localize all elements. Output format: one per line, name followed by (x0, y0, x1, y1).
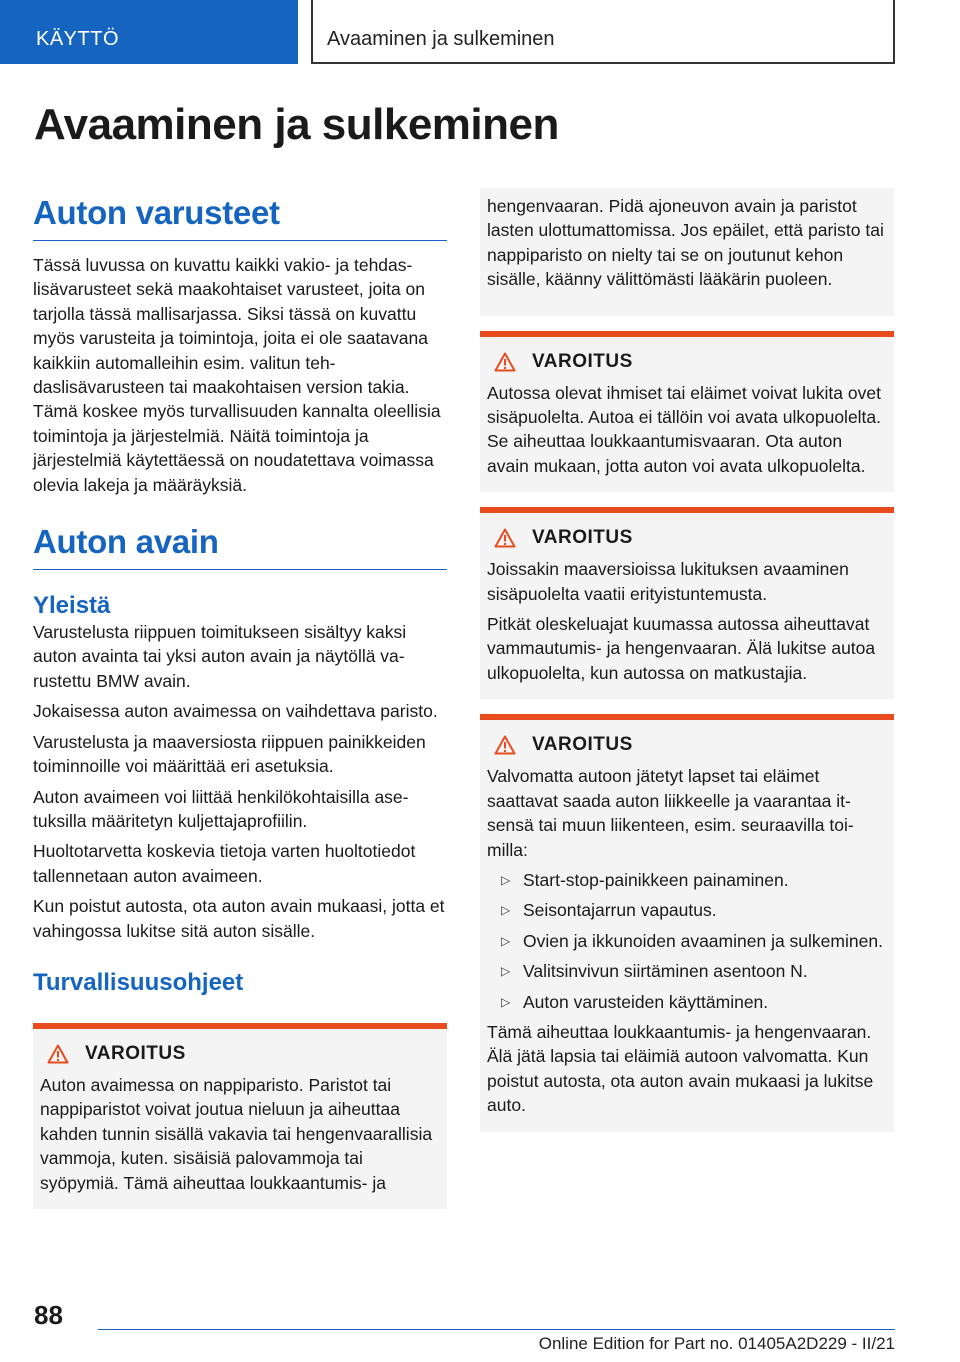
footer-edition: Online Edition for Part no. 01405A2D229 - II/21 (538, 1334, 895, 1353)
list-item: ▷ Ovien ja ikkunoiden avaaminen ja sulkeminen. (487, 929, 886, 953)
warning-label: VAROITUS (532, 734, 633, 756)
footer-divider (98, 1329, 895, 1330)
heading-auton-varusteet: Auton varusteet (33, 188, 447, 241)
triangle-right-icon: ▷ (501, 872, 511, 887)
warning-outro: Tämä aiheuttaa loukkaantumis- ja hengenvaaran. Älä jätä lapsia tai eläimiä autoon valvomatta. Kun poistut autosta, ota auton avain mukaasi ja lukitse auto. (487, 1021, 874, 1116)
header-chapter-title: Avaaminen ja sulkeminen (311, 0, 895, 64)
warning-triangle-icon (494, 735, 516, 755)
heading-turvallisuusohjeet: Turvallisuusohjeet (33, 968, 244, 996)
list-item: ▷ Valitsinvivun siirtäminen asentoon N. (487, 959, 886, 983)
warning-text-1: Joissakin maaversioissa lukituksen avaaminen sisäpuolelta vaatii erityistuntemusta. (487, 559, 849, 604)
right-column (480, 188, 894, 1132)
paragraph-general-5: Huoltotarvetta koskevia tietoja varten huoltotiedot tallennetaan auton avaimeen. (33, 841, 416, 886)
warning-label: VAROITUS (85, 1042, 186, 1064)
triangle-right-icon: ▷ (501, 903, 511, 918)
warning-box-3 (480, 507, 894, 699)
page-number: 88 (34, 1300, 63, 1330)
warning-intro: Valvomatta autoon jätetyt lapset tai eläimet saattavat saada auton liikkeelle ja vaarantaa itsensä tai muun liikenteen, esim. seuraavilla toimilla: (487, 766, 854, 860)
triangle-right-icon: ▷ (501, 994, 511, 1009)
warning-box-4 (480, 714, 894, 1131)
heading-yleista: Yleistä (33, 592, 111, 620)
header-section-label: KÄYTTÖ (0, 0, 298, 64)
triangle-right-icon: ▷ (501, 964, 511, 979)
list-item: ▷ Seisontajarrun vapautus. (487, 898, 886, 922)
warning-text-continued: hengenvaaran. Pidä ajoneuvon avain ja paristot lasten ulottumattomissa. Jos epäilet, että paristo tai nappiparisto on nielty tai se on joutunut kehon sisälle, käänny välittömästi lääkärin puoleen. (487, 196, 884, 290)
paragraph-general-4: Auton avaimeen voi liittää henkilökohtaisilla asetuksilla määritetyn kuljettajaprofiilin. (33, 786, 409, 831)
paragraph-general-3: Varustelusta ja maaversiosta riippuen painikkeiden toiminnoille voi määrittää eri asetuksia. (33, 731, 426, 777)
left-column (33, 188, 447, 1209)
heading-auton-avain: Auton avain (33, 517, 447, 570)
paragraph-general-6: Kun poistut autosta, ota auton avain mukaasi, jotta et vahingossa lukitse sitä auton sisälle. (33, 896, 445, 941)
warning-label: VAROITUS (532, 350, 633, 372)
paragraph-equipment: Tässä luvussa on kuvattu kaikki vakio- ja tehdaslisävarusteet sekä maakohtaiset varusteet, joita on tarjolla tässä mallisarjassa. Siksi tässä on kuvattu myös varusteita ja toimintoja, joita ei ole saatavana kaikkiin automalleihin esim. valitun tehdaslisävarusteen tai maakohtaisen version takia. Tämä koskee myös turvallisuuden kannalta oleellisia toimintoja ja järjestelmiä. Näitä toimintoja ja järjestelmiä käytettäessä on noudatettava voimassa olevia lakeja ja määräyksiä. (33, 255, 441, 495)
warning-box-1 (33, 1023, 447, 1209)
warning-text: Autossa olevat ihmiset tai eläimet voivat lukita ovet sisäpuolelta. Autoa ei tällöin voi avata ulkopuolelta. Se aiheuttaa loukkaantumisvaaran. Ota auton avain mukaan, jotta auton voi avata ulkopuolelta. (487, 382, 882, 476)
warning-triangle-icon (494, 528, 516, 548)
warning-text-2: Pitkät oleskeluajat kuumassa autossa aiheuttavat vammautumis- ja hengenvaaran. Älä lukitse autoa ulkopuolelta, kun autossa on matkustajia. (487, 614, 876, 683)
warning-box-2 (480, 331, 894, 493)
warning-triangle-icon (47, 1044, 69, 1064)
warning-box-1-continued (480, 188, 894, 316)
warning-text: Auton avaimessa on nappiparisto. Paristot tai nappiparistot voivat joutua nieluun ja aiheuttaa kahden tunnin sisällä vakavia tai hengenvaarallisia vammoja, kuten. sisäisiä palovammoja tai syöpymiä. Tämä aiheuttaa loukkaantumis- ja (40, 1074, 433, 1193)
paragraph-general-1: Varustelusta riippuen toimitukseen sisältyy kaksi auton avainta tai yksi auton avain ja näytöllä varustettu BMW avain. (33, 622, 407, 691)
list-item: ▷ Auton varusteiden käyttäminen. (487, 990, 886, 1014)
warning-label: VAROITUS (532, 527, 633, 549)
list-item: ▷ Start-stop-painikkeen painaminen. (487, 868, 886, 892)
triangle-right-icon: ▷ (501, 933, 511, 948)
page-title: Avaaminen ja sulkeminen (34, 100, 559, 149)
paragraph-general-2: Jokaisessa auton avaimessa on vaihdettava paristo. (33, 701, 438, 722)
warning-triangle-icon (494, 352, 516, 372)
